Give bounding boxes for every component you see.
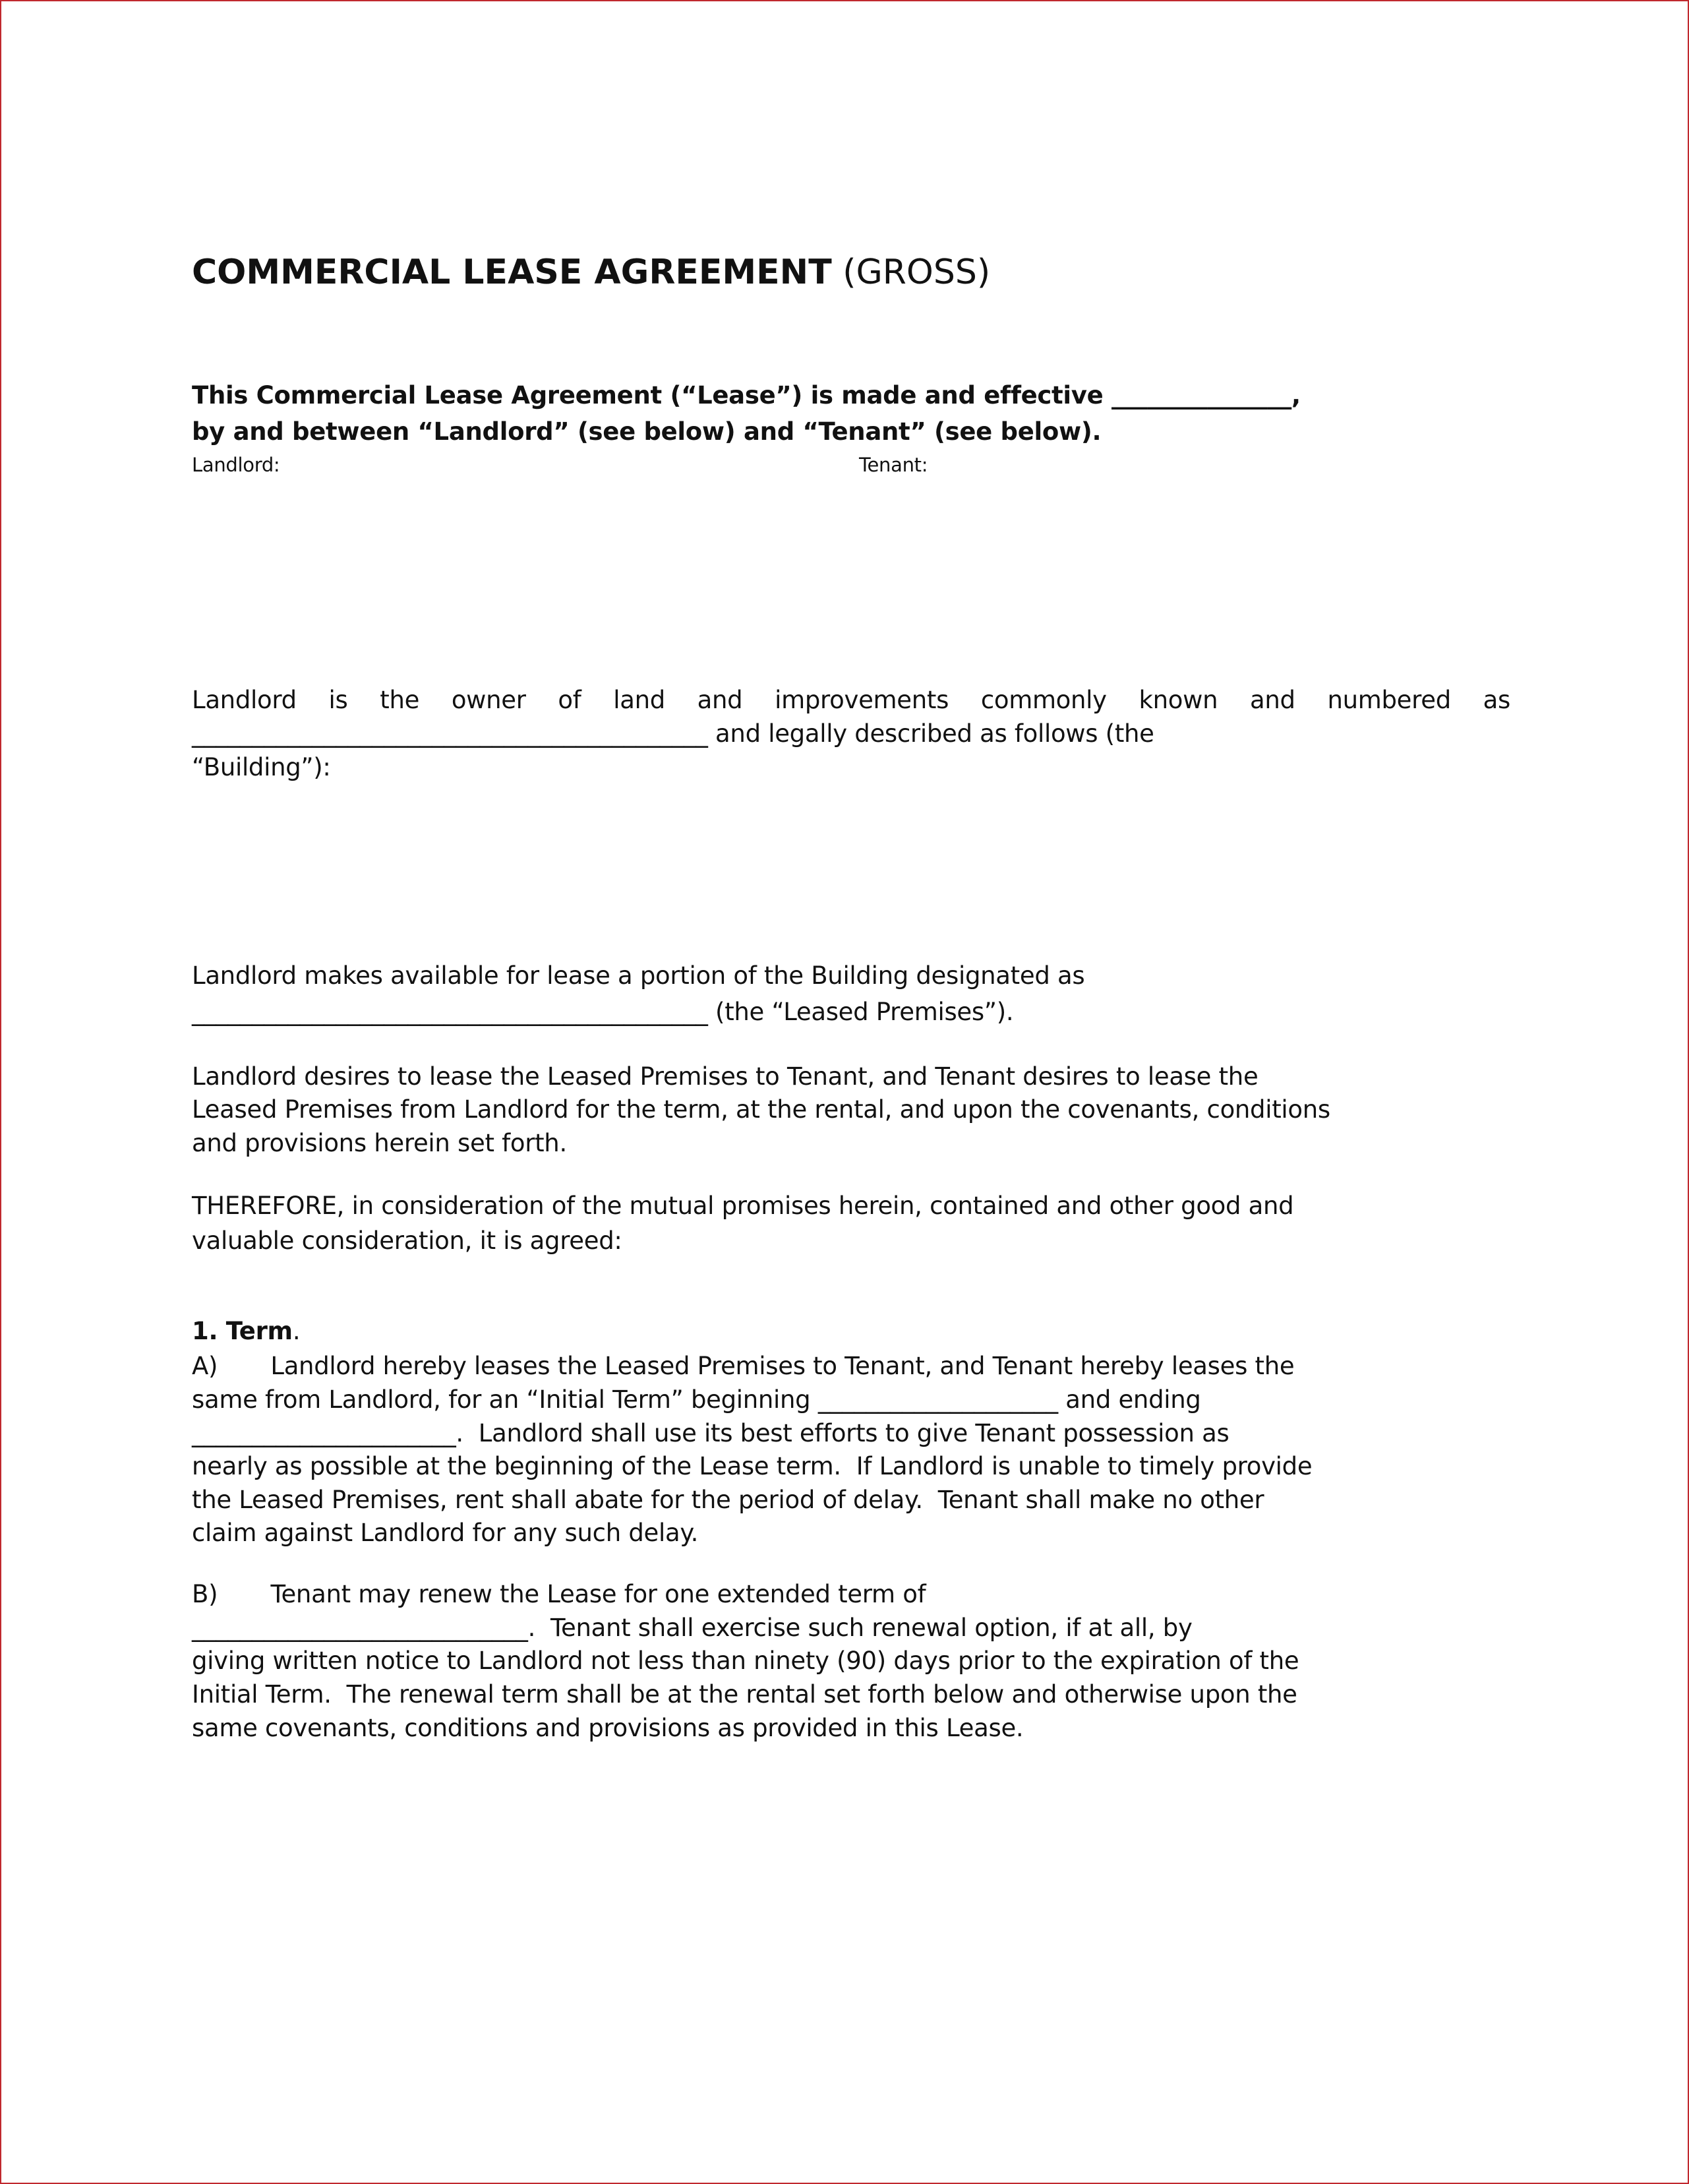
term-a-line: same from Landlord, for an “Initial Term” beginning ____________________ and ending bbox=[192, 1385, 1201, 1414]
building-line: Landlord is the owner of land and improvements commonly known and numbered as bbox=[192, 686, 1510, 714]
tenant-label: Tenant: bbox=[859, 454, 928, 476]
title-suffix: (GROSS) bbox=[831, 253, 991, 292]
term-b-line: ____________________________. Tenant shall exercise such renewal option, if at all, by bbox=[192, 1614, 1193, 1642]
term-a-line: A) Landlord hereby leases the Leased Premises to Tenant, and Tenant hereby leases the bbox=[192, 1352, 1295, 1380]
desires-line: and provisions herein set forth. bbox=[192, 1129, 567, 1157]
building-line: ___________________________________________ and legally described as follows (the bbox=[192, 719, 1154, 748]
landlord-label: Landlord: bbox=[192, 454, 280, 476]
therefore-line: THEREFORE, in consideration of the mutual promises herein, contained and other good and bbox=[192, 1192, 1294, 1220]
desires-line: Landlord desires to lease the Leased Premises to Tenant, and Tenant desires to lease the bbox=[192, 1062, 1259, 1091]
term-a-line: claim against Landlord for any such delay. bbox=[192, 1519, 699, 1547]
section-heading-period: . bbox=[292, 1317, 301, 1345]
term-b-line: giving written notice to Landlord not less than ninety (90) days prior to the expiration of the bbox=[192, 1647, 1299, 1675]
section-heading-text: 1. Term bbox=[192, 1317, 293, 1345]
section-heading bbox=[192, 1315, 300, 1348]
intro-line: This Commercial Lease Agreement (“Lease”) is made and effective _______________, bbox=[192, 381, 1301, 410]
desires-line: Leased Premises from Landlord for the term, at the rental, and upon the covenants, conditions bbox=[192, 1095, 1330, 1124]
term-b-line: B) Tenant may renew the Lease for one extended term of bbox=[192, 1580, 926, 1608]
intro-line: by and between “Landlord” (see below) and “Tenant” (see below). bbox=[192, 417, 1102, 446]
leased-premises-line: ___________________________________________ (the “Leased Premises”). bbox=[192, 998, 1014, 1026]
term-a-line: nearly as possible at the beginning of the Lease term. If Landlord is unable to timely provide bbox=[192, 1452, 1313, 1480]
term-a-line: ______________________. Landlord shall use its best efforts to give Tenant possession as bbox=[192, 1419, 1230, 1447]
term-b-line: same covenants, conditions and provisions as provided in this Lease. bbox=[192, 1714, 1024, 1742]
title-main: COMMERCIAL LEASE AGREEMENT bbox=[192, 253, 832, 292]
leased-premises-line: Landlord makes available for lease a portion of the Building designated as bbox=[192, 961, 1085, 990]
term-a-line: the Leased Premises, rent shall abate for the period of delay. Tenant shall make no other bbox=[192, 1486, 1264, 1514]
term-b-line: Initial Term. The renewal term shall be at the rental set forth below and otherwise upon the bbox=[192, 1680, 1297, 1709]
building-line: “Building”): bbox=[192, 753, 331, 781]
therefore-line: valuable consideration, it is agreed: bbox=[192, 1227, 622, 1255]
document-title bbox=[192, 253, 990, 292]
